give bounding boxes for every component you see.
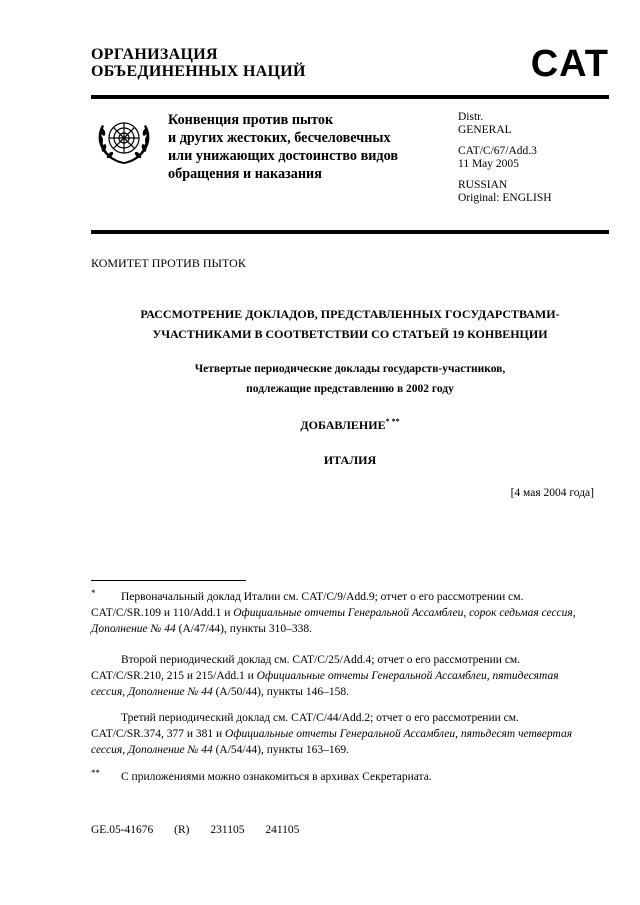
addendum-footnote-marks: * ** [385,417,400,426]
convention-line-4: обращения и наказания [168,166,322,182]
footnote-2 [91,652,583,700]
footnote-1-tail: (A/47/44), пункты 310–338. [175,623,312,635]
footnote-1-citation: Официальные отчеты Генеральной Ассамблеи, сорок седьмая сессия, Дополнение № 44 [91,607,576,635]
un-emblem-icon [94,108,154,168]
subtitle-line-1: Четвертые периодические доклады государств-участников, [194,363,506,375]
footnote-2-text: Второй периодический доклад см. CAT/C/25/Add.4; отчет о его рассмотрении см. CAT/C/SR.210, 215 и 215/Add.1 и [91,654,521,682]
convention-title [168,111,398,183]
footnote-3 [91,710,583,758]
footnote-1 [91,589,583,637]
committee-name: КОМИТЕТ ПРОТИВ ПЫТОК [91,256,246,270]
document-footer [91,824,315,836]
document-symbol: CAT/C/67/Add.3 [458,145,537,157]
footnote-mark-1: * [91,588,96,598]
addendum-heading [91,412,609,435]
footnote-2-tail: (A/50/44), пункты 146–158. [212,686,349,698]
distr-label: Distr. [458,111,484,123]
footnote-4 [91,769,583,785]
distr-value: GENERAL [458,124,512,136]
country-name: ИТАЛИЯ [323,453,377,467]
header-rule-bottom [91,230,609,234]
footnote-mark-2: ** [91,768,100,778]
footer-job-code: GE.05-41676 [91,824,154,836]
subtitle-line-2: подлежащие представлению в 2002 году [246,383,454,395]
organization-name [91,46,306,80]
header-rule-top [91,95,609,99]
title-line-1: РАССМОТРЕНИЕ ДОКЛАДОВ, ПРЕДСТАВЛЕННЫХ ГОСУДАРСТВАМИ- [140,307,560,321]
footer-r-mark: (R) [174,824,190,836]
footnote-separator [91,580,246,581]
footnote-3-citation: Официальные отчеты Генеральной Ассамблеи, пятьдесят четвертая сессия, Дополнение № 44 [91,728,573,756]
title-line-2: УЧАСТНИКАМИ В СООТВЕТСТВИИ СО СТАТЬЕЙ 19 КОНВЕНЦИИ [152,327,548,341]
report-date: [4 мая 2004 года] [510,487,594,499]
footnote-2-citation: Официальные отчеты Генеральной Ассамблеи, пятидесятая сессия, Дополнение № 44 [91,670,559,698]
convention-line-1: Конвенция против пыток [168,112,334,128]
footer-date-1: 231105 [210,824,245,836]
footer-date-2: 241105 [265,824,300,836]
footnote-3-tail: (A/54/44), пункты 163–169. [212,744,349,756]
org-line-1: ОРГАНИЗАЦИЯ [91,46,218,63]
document-language: RUSSIAN [458,179,508,191]
distribution-block [458,111,552,205]
footnote-4-text: С приложениями можно ознакомиться в архивах Секретариата. [121,771,432,783]
convention-line-2: и других жестоких, бесчеловечных [168,130,391,146]
footnote-3-text: Третий периодический доклад см. CAT/C/44/Add.2; отчет о его рассмотрении см. CAT/C/SR.374, 377 и 381 и [91,712,519,740]
footnote-1-text: Первоначальный доклад Италии см. CAT/C/9/Add.9; отчет о его рассмотрении см. CAT/C/SR.109 и 110/Add.1 и [91,591,524,619]
org-line-2: ОБЪЕДИНЕННЫХ НАЦИЙ [91,63,306,80]
original-language: Original: ENGLISH [458,192,552,204]
addendum-label: ДОБАВЛЕНИЕ [300,418,386,432]
document-subtitle [91,359,609,399]
convention-line-3: или унижающих достоинство видов [168,148,398,164]
document-series-symbol: CAT [530,43,609,85]
document-date: 11 May 2005 [458,158,519,170]
document-title [91,304,609,344]
